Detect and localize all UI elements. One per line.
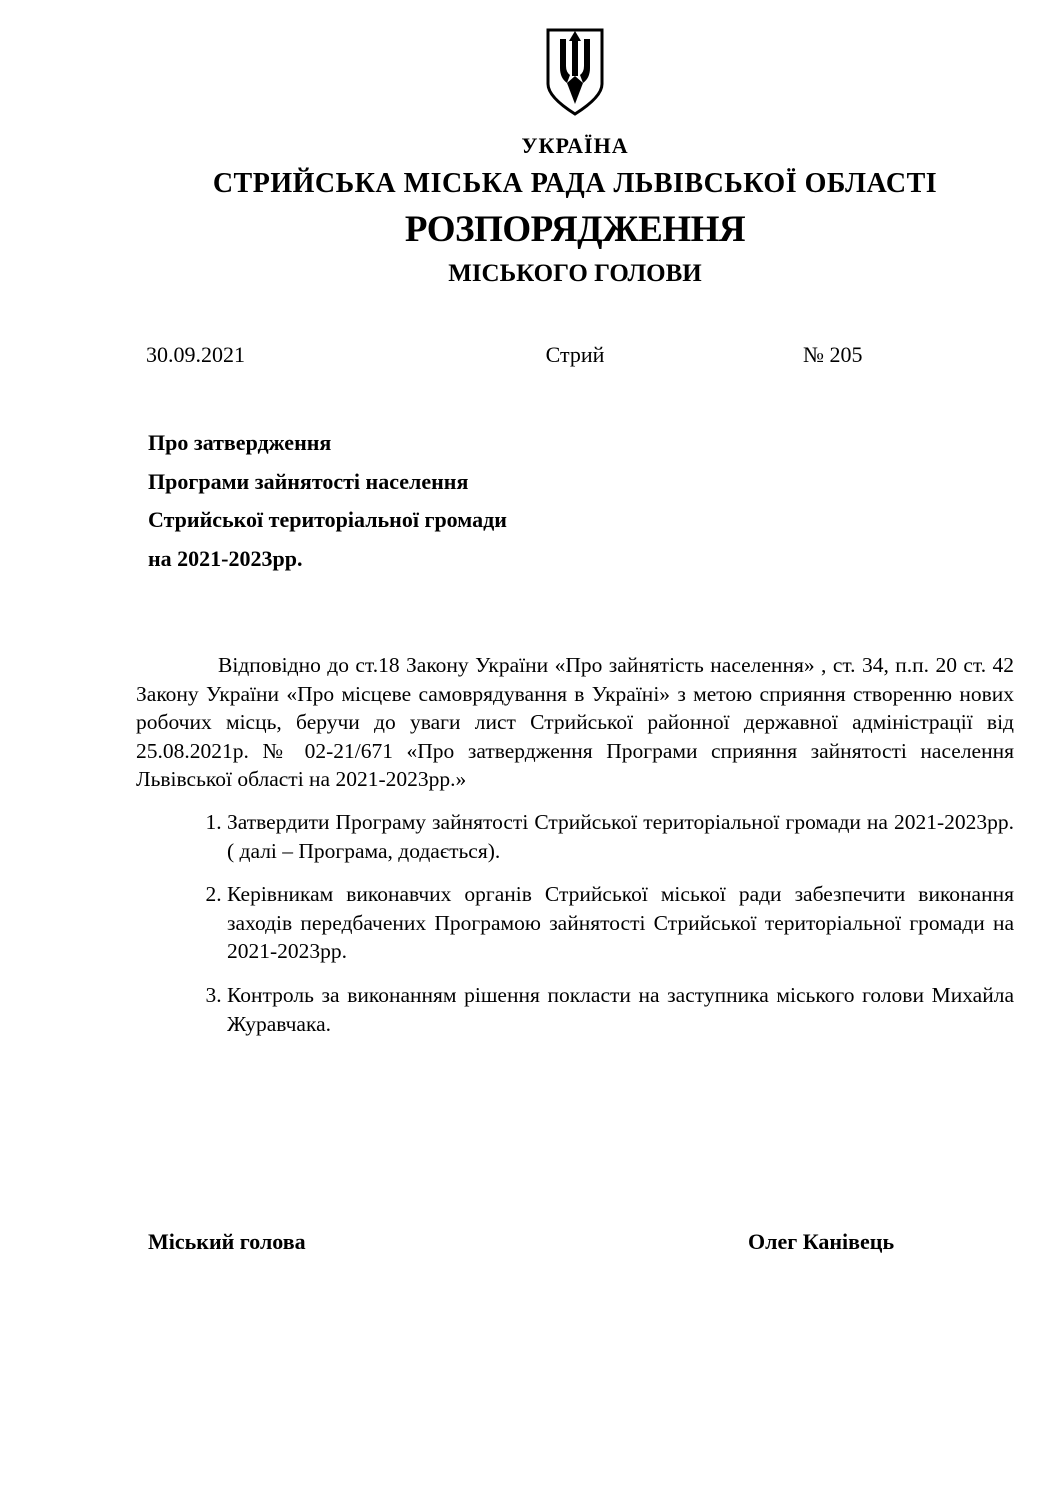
document-subtitle: МІСЬКОГО ГОЛОВИ bbox=[448, 260, 702, 287]
list-item bbox=[227, 808, 1014, 865]
document-body bbox=[136, 651, 1014, 1053]
list-item bbox=[227, 880, 1014, 966]
document-number: № 205 bbox=[803, 342, 863, 367]
document-meta-line bbox=[136, 342, 1014, 370]
resolutions-list bbox=[136, 808, 1014, 1038]
signature-block bbox=[136, 1229, 1014, 1259]
ukraine-coat-of-arms-trident-icon bbox=[543, 26, 607, 118]
document-date: 30.09.2021 bbox=[146, 342, 245, 367]
list-item-text: Керівникам виконавчих органів Стрийської міської ради забезпечити виконання заходів передбачених Програмою зайнятості Стрийської територіальної громади на 2021-2023рр. bbox=[227, 882, 1014, 964]
list-item-text: Контроль за виконанням рішення покласти на заступника міського голови Михайла Журавчака. bbox=[227, 982, 1014, 1036]
subject-block bbox=[148, 424, 1026, 578]
document-type-title: РОЗПОРЯДЖЕННЯ bbox=[404, 209, 746, 250]
subject-line: Стрийської територіальної громади bbox=[148, 507, 507, 533]
council-name: СТРИЙСЬКА МІСЬКА РАДА ЛЬВІВСЬКОЇ ОБЛАСТІ bbox=[212, 168, 938, 199]
signature-name: Олег Канівець bbox=[748, 1229, 895, 1254]
document-place: Стрий bbox=[545, 342, 605, 367]
list-item bbox=[227, 981, 1014, 1038]
list-item-text: Затвердити Програму зайнятості Стрийської територіальної громади на 2021-2023рр.( далі – Програма, додається). bbox=[227, 809, 1014, 863]
subject-line: Програми зайнятості населення bbox=[148, 468, 469, 494]
subject-line: Про затвердження bbox=[148, 430, 332, 455]
preamble-paragraph: Відповідно до ст.18 Закону України «Про зайнятість населення» , ст. 34, п.п. 20 ст. 42 Закону України «Про місцеве самоврядування в Україні» з метою сприяння створенню нових робочих місць, беручи до уваги лист Стрийської районної державної адміністрації від 25.08.2021р. № 02-21/671 «Про затвердження Програми сприяння зайнятості населення Львівської області на 2021-2023рр.» bbox=[136, 653, 1014, 792]
emblem-caption: УКРАЇНА bbox=[521, 133, 629, 158]
signature-title: Міський голова bbox=[148, 1229, 306, 1254]
subject-line: на 2021-2023рр. bbox=[148, 545, 303, 571]
emblem-block bbox=[136, 26, 1014, 159]
